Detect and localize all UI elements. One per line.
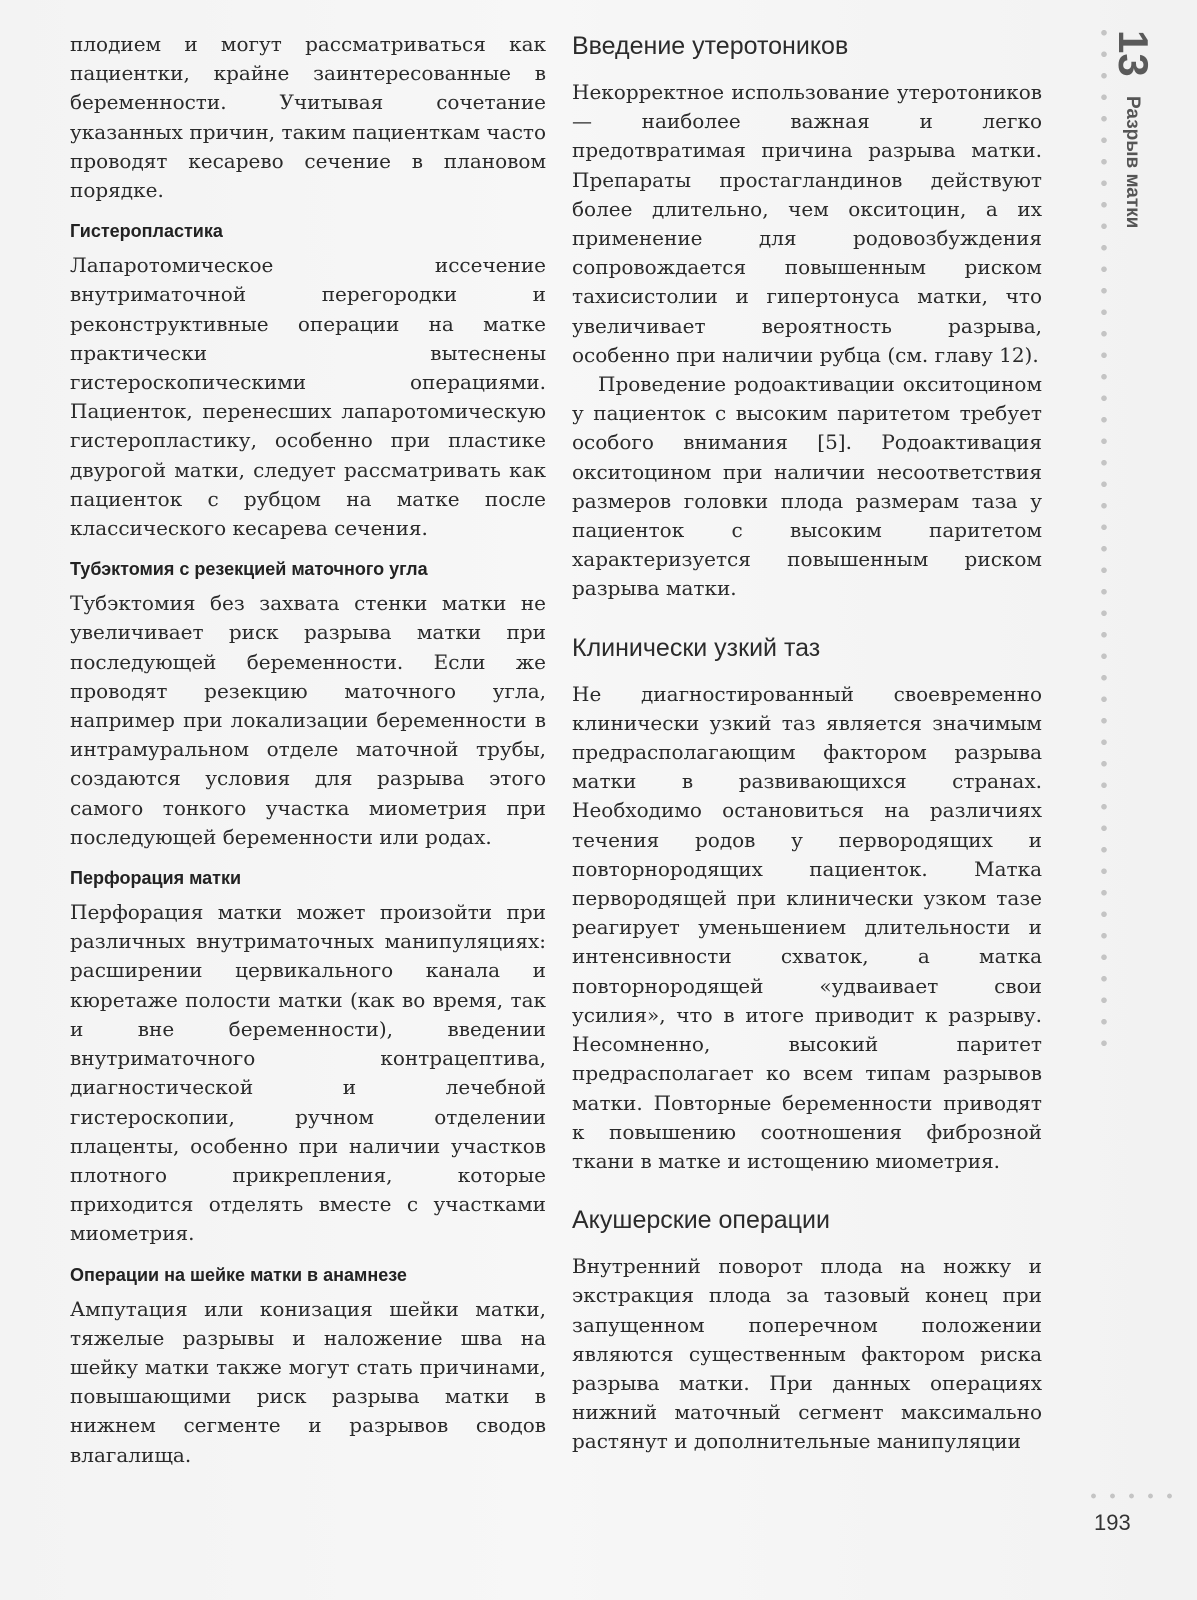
intro-paragraph: плодием и могут рассматриваться как пациентки, крайне заинтересованные в беременности. Учитывая сочетание указанных причин, таким пациенткам часто проводят кесарево сечение в плановом порядке.: [70, 32, 546, 203]
paragraph-uterotonics-2: Проведение родоактивации окситоцином у пациенток с высоким паритетом требует особого внимания [5]. Родоактивация окситоцином при наличии несоответствия размеров головки плода размерам таза у пациенток с высоким паритетом характеризуется повышенным риском разрыва матки.: [572, 372, 1042, 601]
page-number-dots: [1084, 1492, 1184, 1500]
section-heading-uterotonics: Введение утеротоников: [572, 32, 849, 60]
paragraph-uterotonics-1: Некорректное использование утеротоников — наиболее важная и легко предотвратимая причина разрыва матки. Препараты простагландинов действуют более длительно, чем окситоцин, а их применение для родовозбуждения сопровождается повышенным риском тахисистолии и гипертонуса матки, что увеличивает вероятность разрыва, особенно при наличии рубца (см. главу 12).: [572, 80, 1042, 367]
left-column: [70, 30, 546, 1470]
paragraph-narrow-pelvis: Не диагностированный своевременно клинически узкий таз является значимым предрасполагающим фактором разрыва матки в развивающихся странах. Необходимо остановиться на различиях течения родов у первородящих и повторнородящих пациенток. Матка первородящей при клинически узком тазе реагирует уменьшением длительности и интенсивности схваток, а матка повторнородящей «удваивает свои усилия», что в итоге приводит к разрыву. Несомненно, высокий паритет предрасполагает ко всем типам разрывов матки. Повторные беременности приводят к повышению соотношения фиброзной ткани в матке и истощению миометрия.: [572, 681, 1042, 1173]
subheading-cervical-surgery: Операции на шейке матки в анамнезе: [70, 1264, 407, 1285]
margin-dot-line: [1100, 22, 1108, 1062]
right-column: [572, 30, 1042, 1457]
paragraph-obstetric-operations: Внутренний поворот плода на ножку и экстракция плода за тазовый конец при запущенном поперечном положении являются существенным фактором риска разрыва матки. При данных операциях нижний маточный сегмент максимально растянут и дополнительные манипуляции: [572, 1254, 1042, 1454]
subheading-hysteroplasty: Гистеропластика: [70, 221, 223, 242]
section-heading-obstetric-operations: Акушерские операции: [572, 1206, 830, 1235]
section-heading-narrow-pelvis: Клинически узкий таз: [572, 633, 821, 662]
subheading-tubectomy: Тубэктомия с резекцией маточного угла: [70, 559, 428, 580]
chapter-title: Разрыв матки: [1122, 96, 1143, 229]
page-number: 193: [1094, 1510, 1131, 1535]
paragraph-cervical-surgery: Ампутация или конизация шейки матки, тяжелые разрывы и наложение шва на шейку матки также могут стать причинами, повышающими риск разрыва матки в нижнем сегменте и разрывов сводов влагалища.: [70, 1296, 546, 1467]
chapter-number: 13: [1110, 30, 1157, 77]
subheading-perforation: Перфорация матки: [70, 868, 242, 889]
paragraph-tubectomy: Тубэктомия без захвата стенки матки не увеличивает риск разрыва матки при последующей беременности. Если же проводят резекцию маточного угла, например при локализации беременности в интрамуральном отделе маточной трубы, создаются условия для разрыва этого самого тонкого участка миометрия при последующей беременности или родах.: [70, 591, 546, 849]
paragraph-hysteroplasty: Лапаротомическое иссечение внутриматочной перегородки и реконструктивные операции на матке практически вытеснены гистероскопическими операциями. Пациенток, перенесших лапаротомическую гистеропластику, особенно при пластике двурогой матки, следует рассматривать как пациенток с рубцом на матке после классического кесарева сечения.: [70, 253, 546, 541]
paragraph-perforation: Перфорация матки может произойти при различных внутриматочных манипуляциях: расширении цервикального канала и кюретаже полости матки (как во время, так и вне беременности), введении внутриматочного контрацептива, диагностической и лечебной гистероскопии, ручном отделении плаценты, особенно при наличии участков плотного прикрепления, которые приходится отделять вместе с участками миометрия.: [70, 900, 546, 1246]
